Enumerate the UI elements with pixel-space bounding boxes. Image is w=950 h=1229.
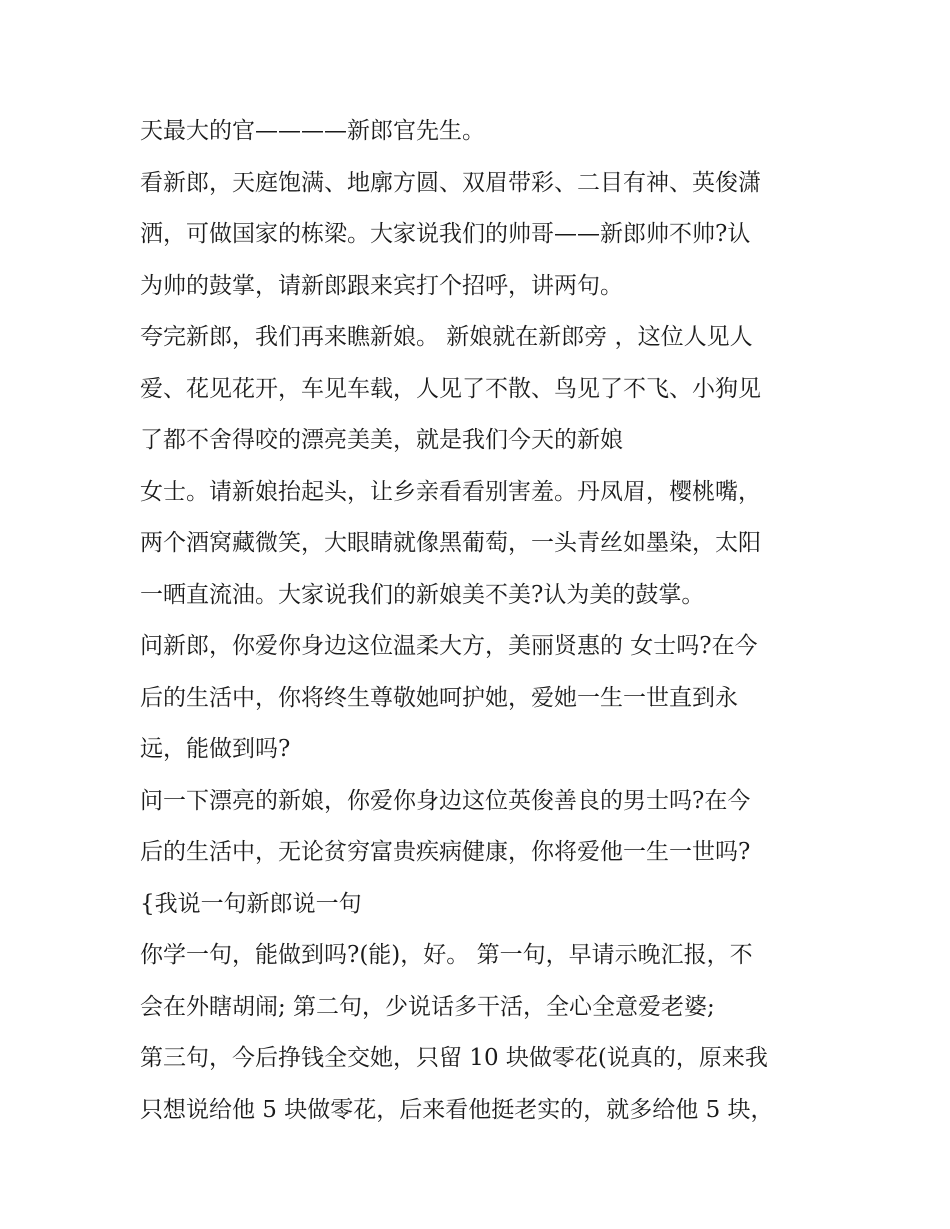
text-line: 为帅的鼓掌，请新郎跟来宾打个招呼，讲两句。 [140, 272, 623, 299]
text-line: 第三句，今后挣钱全交她，只留 10 块做零花(说真的，原来我 [140, 1045, 768, 1071]
text-line: 后的生活中，无论贫穷富贵疾病健康，你将爱他一生一世吗? [140, 839, 751, 865]
document-body [140, 106, 830, 1136]
text-line: 洒，可做国家的栋梁。大家说我们的帅哥——新郎帅不帅?认 [140, 221, 751, 247]
text-line: 只想说给他 5 块做零花，后来看他挺老实的，就多给他 5 块， [140, 1096, 774, 1123]
text-line: 看新郎，天庭饱满、地廓方圆、双眉带彩、二目有神、英俊潇 [140, 169, 761, 196]
text-line: 远，能做到吗? [140, 736, 291, 762]
text-line: 了都不舍得咬的漂亮美美，就是我们今天的新娘 [140, 427, 623, 453]
text-line: 爱、花见花开，车见车载，人见了不散、鸟见了不飞、小狗见 [140, 375, 761, 402]
text-line: 女士。请新娘抬起头，让乡亲看看别害羞。丹凤眉，樱桃嘴， [140, 478, 761, 505]
text-line: 天最大的官————新郎官先生。 [140, 118, 485, 144]
text-line: 夸完新郎，我们再来瞧新娘。 新娘就在新郎旁 ，这位人见人 [140, 324, 753, 350]
text-line: 后的生活中，你将终生尊敬她呵护她，爱她一生一世直到永 [140, 684, 738, 711]
text-line: 问一下漂亮的新娘，你爱你身边这位英俊善良的男士吗?在今 [140, 787, 751, 814]
text-line: {我说一句新郎说一句 [140, 890, 362, 917]
text-line: 会在外瞎胡闹; 第二句，少说话多干活，全心全意爱老婆; [140, 993, 715, 1020]
text-line: 你学一句，能做到吗?(能)，好。 第一句，早请示晚汇报，不 [140, 942, 753, 968]
text-line: 两个酒窝藏微笑，大眼睛就像黑葡萄，一头青丝如墨染，太阳 [140, 530, 761, 556]
text-line: 一晒直流油。大家说我们的新娘美不美?认为美的鼓掌。 [140, 581, 705, 608]
text-line: 问新郎，你爱你身边这位温柔大方，美丽贤惠的 女士吗?在今 [140, 633, 758, 659]
